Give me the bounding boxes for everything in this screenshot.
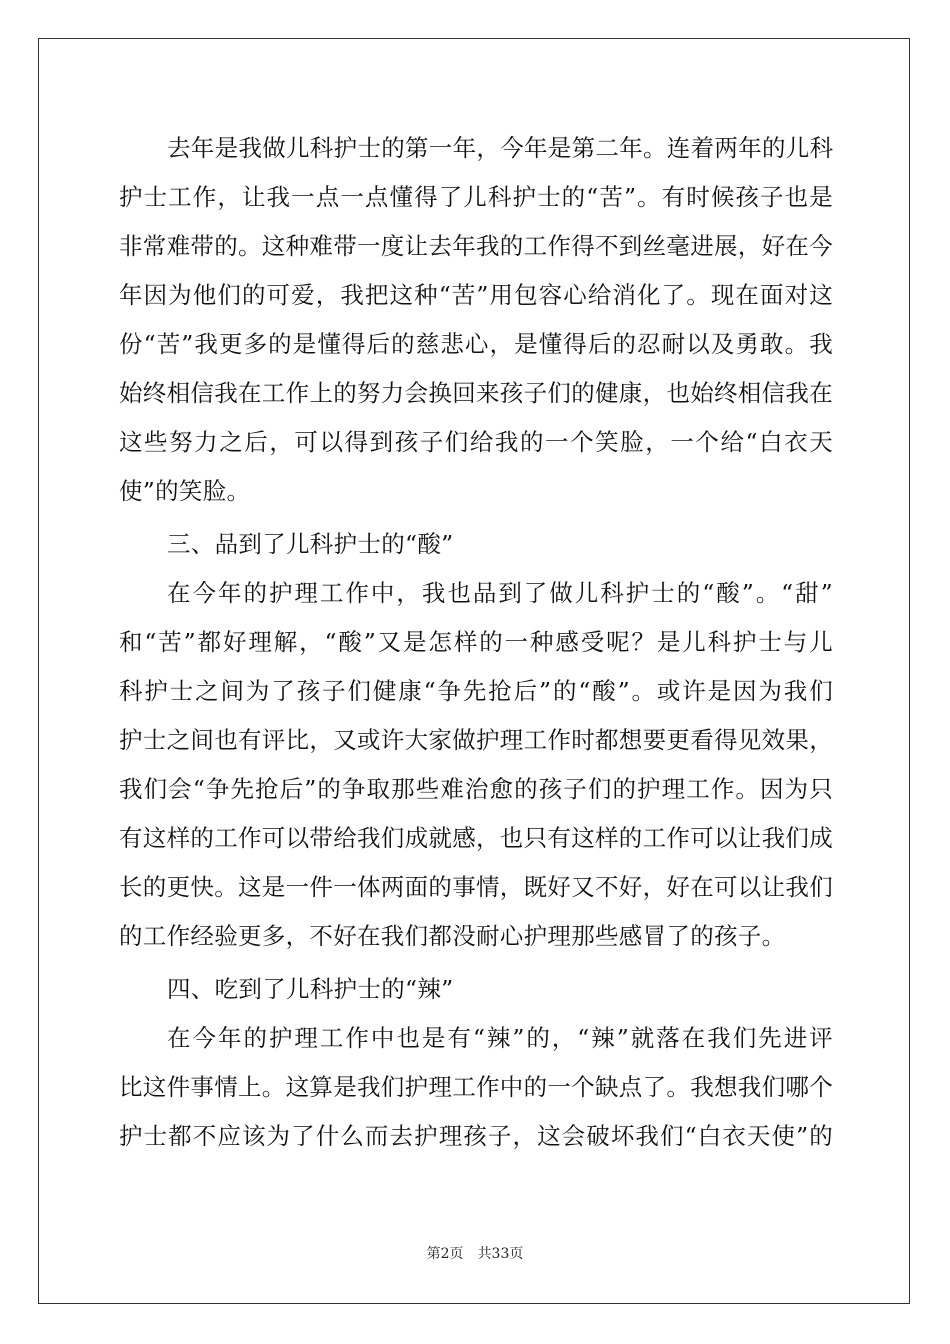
text-line: 在今年的护理工作中也是有“辣”的，“辣”就落在我们先进评 bbox=[167, 1024, 833, 1052]
text-line: 始终相信我在工作上的努力会换回来孩子们的健康，也始终相信我在 bbox=[119, 379, 833, 407]
text-line: 有这样的工作可以带给我们成就感，也只有这样的工作可以让我们成 bbox=[119, 824, 833, 852]
text-line: 护士都不应该为了什么而去护理孩子，这会破坏我们“白衣天使”的 bbox=[119, 1122, 833, 1150]
text-line: 科护士之间为了孩子们健康“争先抢后”的“酸”。或许是因为我们 bbox=[119, 677, 833, 705]
text-line: 年因为他们的可爱，我把这种“苦”用包容心给消化了。现在面对这 bbox=[119, 281, 833, 309]
page-number: 第2页 共33页 bbox=[426, 1246, 524, 1262]
text-line: 使”的笑脸。 bbox=[119, 477, 251, 505]
text-line: 这些努力之后，可以得到孩子们给我的一个笑脸，一个给“白衣天 bbox=[119, 428, 833, 456]
text-line: 长的更快。这是一件一体两面的事情，既好又不好，好在可以让我们 bbox=[119, 873, 833, 901]
text-line: 非常难带的。这种难带一度让去年我的工作得不到丝毫进展，好在今 bbox=[119, 232, 833, 260]
text-line: 护士之间也有评比，又或许大家做护理工作时都想要更看得见效果， bbox=[119, 726, 833, 754]
section-heading: 四、吃到了儿科护士的“辣” bbox=[167, 975, 454, 1003]
text-line: 我们会“争先抢后”的争取那些难治愈的孩子们的护理工作。因为只 bbox=[119, 775, 833, 803]
text-line: 和“苦”都好理解，“酸”又是怎样的一种感受呢？是儿科护士与儿 bbox=[119, 628, 833, 656]
text-line: 份“苦”我更多的是懂得后的慈悲心，是懂得后的忍耐以及勇敢。我 bbox=[119, 330, 833, 358]
text-line: 护士工作，让我一点一点懂得了儿科护士的“苦”。有时候孩子也是 bbox=[119, 183, 833, 211]
text-line: 去年是我做儿科护士的第一年，今年是第二年。连着两年的儿科 bbox=[167, 134, 834, 162]
section-heading: 三、品到了儿科护士的“酸” bbox=[167, 530, 454, 558]
text-line: 在今年的护理工作中，我也品到了做儿科护士的“酸”。“甜” bbox=[167, 579, 833, 607]
text-line: 的工作经验更多，不好在我们都没耐心护理那些感冒了的孩子。 bbox=[119, 922, 786, 950]
text-line: 比这件事情上。这算是我们护理工作中的一个缺点了。我想我们哪个 bbox=[119, 1073, 833, 1101]
